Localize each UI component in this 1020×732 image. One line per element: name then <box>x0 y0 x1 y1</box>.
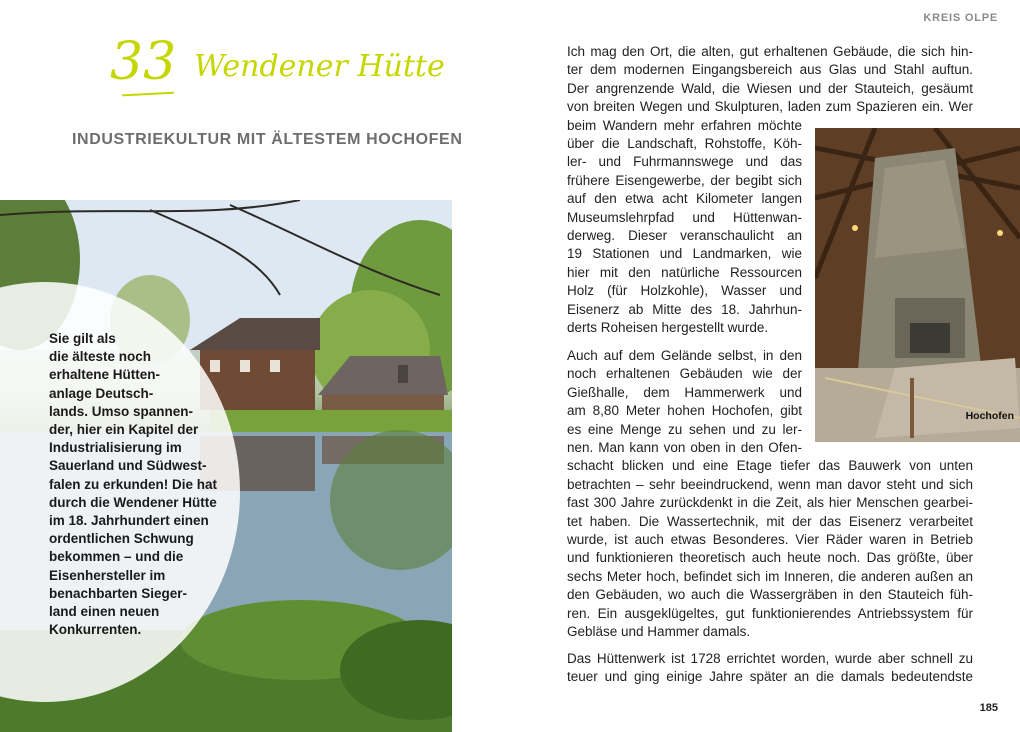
body-line: Gebläse und Hammer damals. <box>567 624 751 640</box>
quote-line: Konkurrenten. <box>49 622 142 638</box>
body-line: hier mit den natürliche Ressourcen <box>567 264 802 280</box>
paragraph-2-narrow <box>567 347 802 457</box>
body-line: Der angrenzende Wald, die Wiesen und der Stauteich, gesäumt <box>567 80 973 96</box>
body-line: wurde, ist auch etwas Besonderes. Vier Räder waren in Betrieb <box>567 532 973 548</box>
quote-line: Industrialisierung im <box>49 440 182 456</box>
body-line: 19 Stationen und Landmarken, wie <box>567 246 802 262</box>
body-line: über die Landschaft, Rohstoffe, Köh- <box>567 136 802 151</box>
furnace-illustration <box>815 128 1020 442</box>
paragraph-1-full <box>567 43 973 117</box>
body-line: schacht blicken und eine Etage tiefer das Bauwerk von unten <box>567 458 973 474</box>
quote-line: bekommen – und die <box>49 549 184 565</box>
body-line: Eisenerz ab Mitte des 18. Jahrhun- <box>567 301 802 317</box>
paragraph-1-narrow <box>567 117 802 338</box>
body-line: und funktionieren theoretisch auch heute noch. Das größte, über <box>567 550 973 566</box>
quote-line: im 18. Jahrhundert einen <box>49 513 209 529</box>
body-line: den Gebäuden, wo auch die Wassergräben in den Stauteich füh- <box>567 587 973 603</box>
page-number: 185 <box>979 702 998 714</box>
body-line: Holz (für Holzkohle), Wasser und <box>567 283 802 299</box>
quote-line: erhaltene Hütten- <box>49 367 161 383</box>
quote-line: falen zu erkunden! Die hat <box>49 476 218 492</box>
quote-line: ordentlichen Schwung <box>49 531 194 547</box>
body-line: nen. Man kann von oben in den Ofen- <box>567 440 802 456</box>
chapter-title: Wendener Hütte <box>194 49 445 84</box>
body-line: derts Roheisen hergestellt wurde. <box>567 320 769 336</box>
paragraph-2-full <box>567 457 973 641</box>
paragraph-3 <box>567 650 973 687</box>
quote-line: der, hier ein Kapitel der <box>49 422 199 438</box>
quote-line: anlage Deutsch- <box>49 385 154 401</box>
body-line: von breiten Wegen und Skulpturen, laden zum Spazieren ein. Wer <box>567 99 973 115</box>
body-line: derweg. Dieser veranschaulicht an <box>567 228 802 244</box>
body-line: ler- und Fuhrmannswege und das <box>567 154 802 170</box>
quote-line: land einen neuen <box>49 604 160 620</box>
quote-line: die älteste noch <box>49 349 152 365</box>
body-line: ren. Ein ausgeklügeltes, gut funktionierendes Antriebssystem für <box>567 605 973 621</box>
body-line: teuer und ging einige Jahre später an die damals bedeutendste <box>567 669 973 685</box>
body-line: ter dem modernen Eingangsbereich aus Glas und Stahl auftun. <box>567 62 973 78</box>
body-line: Museumslehrpfad und Hüttenwan- <box>567 209 802 225</box>
chapter-number-underline <box>122 92 174 97</box>
quote-line: Sauerland und Südwest- <box>49 458 207 474</box>
body-line: auf den etwa acht Kilometer langen <box>567 191 802 207</box>
chapter-subtitle: INDUSTRIEKULTUR MIT ÄLTESTEM HOCHOFEN <box>72 131 463 148</box>
body-line: es eine Menge zu sehen und zu ler- <box>567 421 802 437</box>
intro-quote <box>49 330 221 639</box>
quote-line: lands. Umso spannen- <box>49 403 194 419</box>
chapter-number: 33 <box>110 32 177 92</box>
body-line: frühere Eisengewerbe, der begibt sich <box>567 172 802 188</box>
body-line: Auch auf dem Gelände selbst, in den <box>567 348 802 363</box>
quote-line: durch die Wendener Hütte <box>49 494 217 510</box>
body-line: am 8,80 Meter hohen Hochofen, gibt <box>567 403 802 419</box>
body-line: betrachten – sehr beeindruckend, wenn man davor steht und sich <box>567 476 973 492</box>
body-line: Das Hüttenwerk ist 1728 errichtet worden, wurde aber schnell zu <box>567 651 973 666</box>
hochofen-photo <box>815 128 1020 442</box>
body-line: Ich mag den Ort, die alten, gut erhaltenen Gebäude, die sich hin- <box>567 44 973 59</box>
photo-caption: Hochofen <box>965 410 1014 422</box>
quote-line: Sie gilt als <box>49 331 116 346</box>
quote-line: Eisenhersteller im <box>49 567 166 583</box>
body-line: tet haben. Die Wassertechnik, mit der das Eisenerz verarbeitet <box>567 513 973 529</box>
region-label: KREIS OLPE <box>923 12 998 24</box>
body-line: beim Wandern mehr erfahren möchte <box>567 117 802 133</box>
body-line: Gießhalle, dem Hammerwerk und <box>567 384 802 400</box>
body-line: fast 300 Jahre zurückdenkt in die Zeit, als hier Menschen gearbei- <box>567 495 973 511</box>
body-line: noch erhaltenen Gebäuden wie der <box>567 366 802 382</box>
quote-line: benachbarten Sieger- <box>49 585 188 601</box>
body-line: sechs Meter hoch, befindet sich im Inneren, die anderen außen an <box>567 568 973 584</box>
